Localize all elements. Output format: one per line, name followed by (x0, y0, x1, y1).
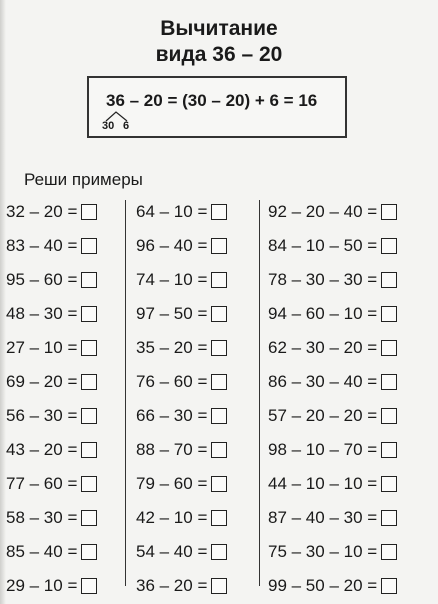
answer-box[interactable] (81, 238, 97, 254)
exercise-expression: 98 – 10 – 70 = (268, 440, 378, 459)
answer-box[interactable] (211, 204, 227, 220)
exercise-row (136, 433, 227, 467)
exercise-expression: 69 – 20 = (6, 372, 78, 391)
answer-box[interactable] (81, 510, 97, 526)
answer-box[interactable] (81, 408, 97, 424)
exercise-column-3 (268, 195, 397, 603)
page-subtitle: вида 36 – 20 (155, 43, 283, 66)
exercise-row (136, 229, 227, 263)
exercise-expression: 57 – 20 – 20 = (268, 406, 378, 425)
answer-box[interactable] (81, 272, 97, 288)
exercise-row (6, 535, 97, 569)
column-divider (125, 200, 126, 586)
exercise-expression: 54 – 40 = (136, 542, 208, 561)
answer-box[interactable] (381, 408, 397, 424)
exercise-expression: 79 – 60 = (136, 474, 208, 493)
exercise-column-1 (6, 195, 97, 603)
exercise-expression: 64 – 10 = (136, 202, 208, 221)
exercise-expression: 44 – 10 – 10 = (268, 474, 378, 493)
exercise-expression: 27 – 10 = (6, 338, 78, 357)
exercise-expression: 32 – 20 = (6, 202, 78, 221)
exercise-expression: 36 – 20 = (136, 576, 208, 595)
exercise-row (6, 399, 97, 433)
exercise-row (268, 399, 397, 433)
exercise-row (268, 569, 397, 603)
exercise-column-2 (136, 195, 227, 603)
exercise-row (268, 263, 397, 297)
answer-box[interactable] (211, 442, 227, 458)
exercise-expression: 75 – 30 – 10 = (268, 542, 378, 561)
exercise-row (136, 569, 227, 603)
exercise-row (6, 501, 97, 535)
rule-expression: 36 – 20 = (30 – 20) + 6 = 16 (106, 91, 318, 110)
exercise-expression: 66 – 30 = (136, 406, 208, 425)
exercise-row (136, 195, 227, 229)
exercise-row (136, 263, 227, 297)
exercise-row (268, 501, 397, 535)
exercise-expression: 83 – 40 = (6, 236, 78, 255)
answer-box[interactable] (81, 374, 97, 390)
exercise-expression: 74 – 10 = (136, 270, 208, 289)
exercise-expression: 84 – 10 – 50 = (268, 236, 378, 255)
exercise-expression: 97 – 50 = (136, 304, 208, 323)
exercise-expression: 42 – 10 = (136, 508, 208, 527)
exercise-row (6, 229, 97, 263)
exercise-row (136, 365, 227, 399)
exercise-row (136, 297, 227, 331)
exercise-row (268, 365, 397, 399)
exercise-expression: 95 – 60 = (6, 270, 78, 289)
answer-box[interactable] (381, 272, 397, 288)
answer-box[interactable] (211, 374, 227, 390)
answer-box[interactable] (381, 442, 397, 458)
answer-box[interactable] (211, 238, 227, 254)
exercise-expression: 62 – 30 – 20 = (268, 338, 378, 357)
exercise-expression: 29 – 10 = (6, 576, 78, 595)
answer-box[interactable] (211, 544, 227, 560)
answer-box[interactable] (381, 238, 397, 254)
column-divider (259, 200, 260, 586)
exercise-row (6, 433, 97, 467)
answer-box[interactable] (81, 476, 97, 492)
exercise-row (6, 569, 97, 603)
exercise-row (268, 433, 397, 467)
answer-box[interactable] (211, 578, 227, 594)
exercise-expression: 87 – 40 – 30 = (268, 508, 378, 527)
answer-box[interactable] (381, 476, 397, 492)
exercise-expression: 77 – 60 = (6, 474, 78, 493)
exercise-row (136, 331, 227, 365)
exercise-row (6, 263, 97, 297)
answer-box[interactable] (381, 306, 397, 322)
exercise-expression: 96 – 40 = (136, 236, 208, 255)
exercise-expression: 78 – 30 – 30 = (268, 270, 378, 289)
answer-box[interactable] (211, 510, 227, 526)
exercise-row (268, 535, 397, 569)
exercise-row (136, 399, 227, 433)
exercise-row (136, 467, 227, 501)
exercise-row (136, 501, 227, 535)
answer-box[interactable] (81, 340, 97, 356)
answer-box[interactable] (81, 578, 97, 594)
answer-box[interactable] (381, 578, 397, 594)
answer-box[interactable] (81, 544, 97, 560)
answer-box[interactable] (381, 204, 397, 220)
exercise-expression: 43 – 20 = (6, 440, 78, 459)
rule-example-box (87, 76, 347, 138)
exercise-expression: 56 – 30 = (6, 406, 78, 425)
exercise-row (6, 365, 97, 399)
exercise-row (136, 535, 227, 569)
exercise-expression: 86 – 30 – 40 = (268, 372, 378, 391)
decomposition-tens: 30 (102, 120, 115, 132)
answer-box[interactable] (381, 340, 397, 356)
answer-box[interactable] (211, 306, 227, 322)
page-title: Вычитание (160, 17, 278, 40)
instruction-text: Реши примеры (24, 170, 143, 189)
answer-box[interactable] (381, 544, 397, 560)
exercise-row (6, 297, 97, 331)
exercise-expression: 99 – 50 – 20 = (268, 576, 378, 595)
exercise-expression: 58 – 30 = (6, 508, 78, 527)
exercise-row (268, 467, 397, 501)
exercise-expression: 35 – 20 = (136, 338, 208, 357)
decomposition-units: 6 (123, 120, 130, 132)
exercise-row (268, 195, 397, 229)
exercise-row (6, 331, 97, 365)
answer-box[interactable] (211, 340, 227, 356)
answer-box[interactable] (381, 374, 397, 390)
answer-box[interactable] (381, 510, 397, 526)
exercise-row (268, 229, 397, 263)
answer-box[interactable] (81, 204, 97, 220)
exercise-row (268, 297, 397, 331)
exercise-expression: 85 – 40 = (6, 542, 78, 561)
exercise-expression: 48 – 30 = (6, 304, 78, 323)
answer-box[interactable] (211, 476, 227, 492)
exercise-row (268, 331, 397, 365)
answer-box[interactable] (81, 442, 97, 458)
exercise-row (6, 467, 97, 501)
answer-box[interactable] (211, 272, 227, 288)
answer-box[interactable] (211, 408, 227, 424)
exercise-expression: 76 – 60 = (136, 372, 208, 391)
exercise-expression: 88 – 70 = (136, 440, 208, 459)
answer-box[interactable] (81, 306, 97, 322)
exercise-row (6, 195, 97, 229)
exercise-expression: 94 – 60 – 10 = (268, 304, 378, 323)
exercise-expression: 92 – 20 – 40 = (268, 202, 378, 221)
